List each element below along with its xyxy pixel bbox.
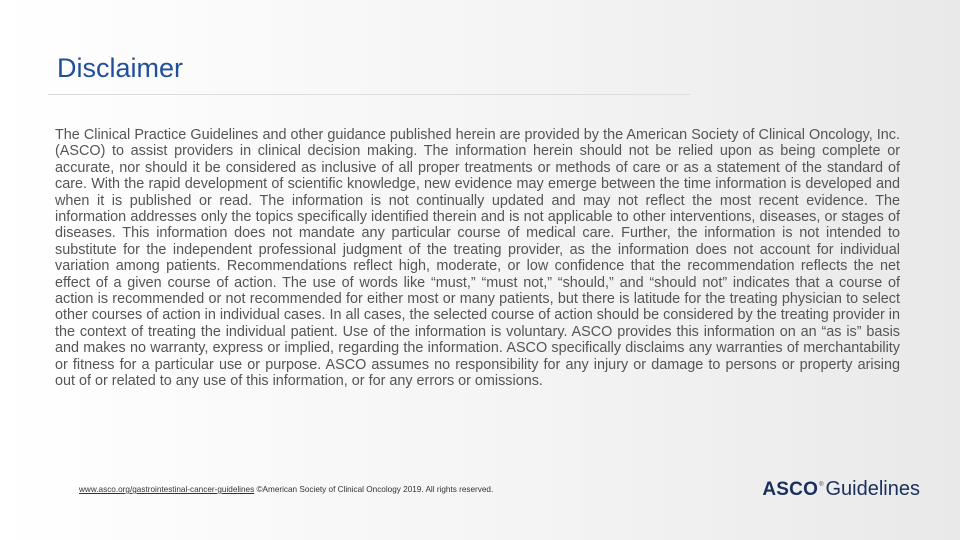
page-title: Disclaimer [57,53,184,83]
guidelines-link[interactable]: www.asco.org/gastrointestinal-cancer-guidelines [79,485,255,494]
footer-note [79,484,639,496]
brand-name: ASCO [762,479,819,500]
disclaimer-body: The Clinical Practice Guidelines and other guidance published herein are provided by the American Society of Clinical Oncology, Inc. (ASCO) to assist providers in clinical decision making. The information herein should not be relied upon as being complete or accurate, nor should it be considered as inclusive of all proper treatments or methods of care or as a statement of the standard of care. With the rapid development of scientific knowledge, new evidence may emerge between the time information is developed and when it is published or read. The information is not continually updated and may not reflect the most recent evidence. The information addresses only the topics specifically identified therein and is not applicable to other interventions, diseases, or stages of diseases. This information does not mandate any particular course of medical care. Further, the information is not intended to substitute for the independent professional judgment of the treating provider, as the information does not account for individual variation among patients. Recommendations reflect high, moderate, or low confidence that the recommendation reflects the net effect of a given course of action. The use of words like “must,” “must not,” “should,” and “should not” indicates that a course of action is recommended or not recommended for either most or many patients, but there is latitude for the treating physician to select other courses of action in individual cases. In all cases, the selected course of action should be considered by the treating provider in the context of treating the individual patient. Use of the information is voluntary. ASCO provides this information on an “as is” basis and makes no warranty, express or implied, regarding the information. ASCO specifically disclaims any warranties of merchantability or fitness for a particular use or purpose. ASCO assumes no responsibility for any injury or damage to persons or property arising out of or related to any use of this information, or for any errors or omissions. [55,127,900,390]
title-divider [48,94,690,95]
registered-mark: ® [819,482,824,488]
copyright-text: ©American Society of Clinical Oncology 2019. All rights reserved. [256,485,494,494]
asco-guidelines-logo [762,478,920,506]
brand-product: Guidelines [825,478,920,500]
